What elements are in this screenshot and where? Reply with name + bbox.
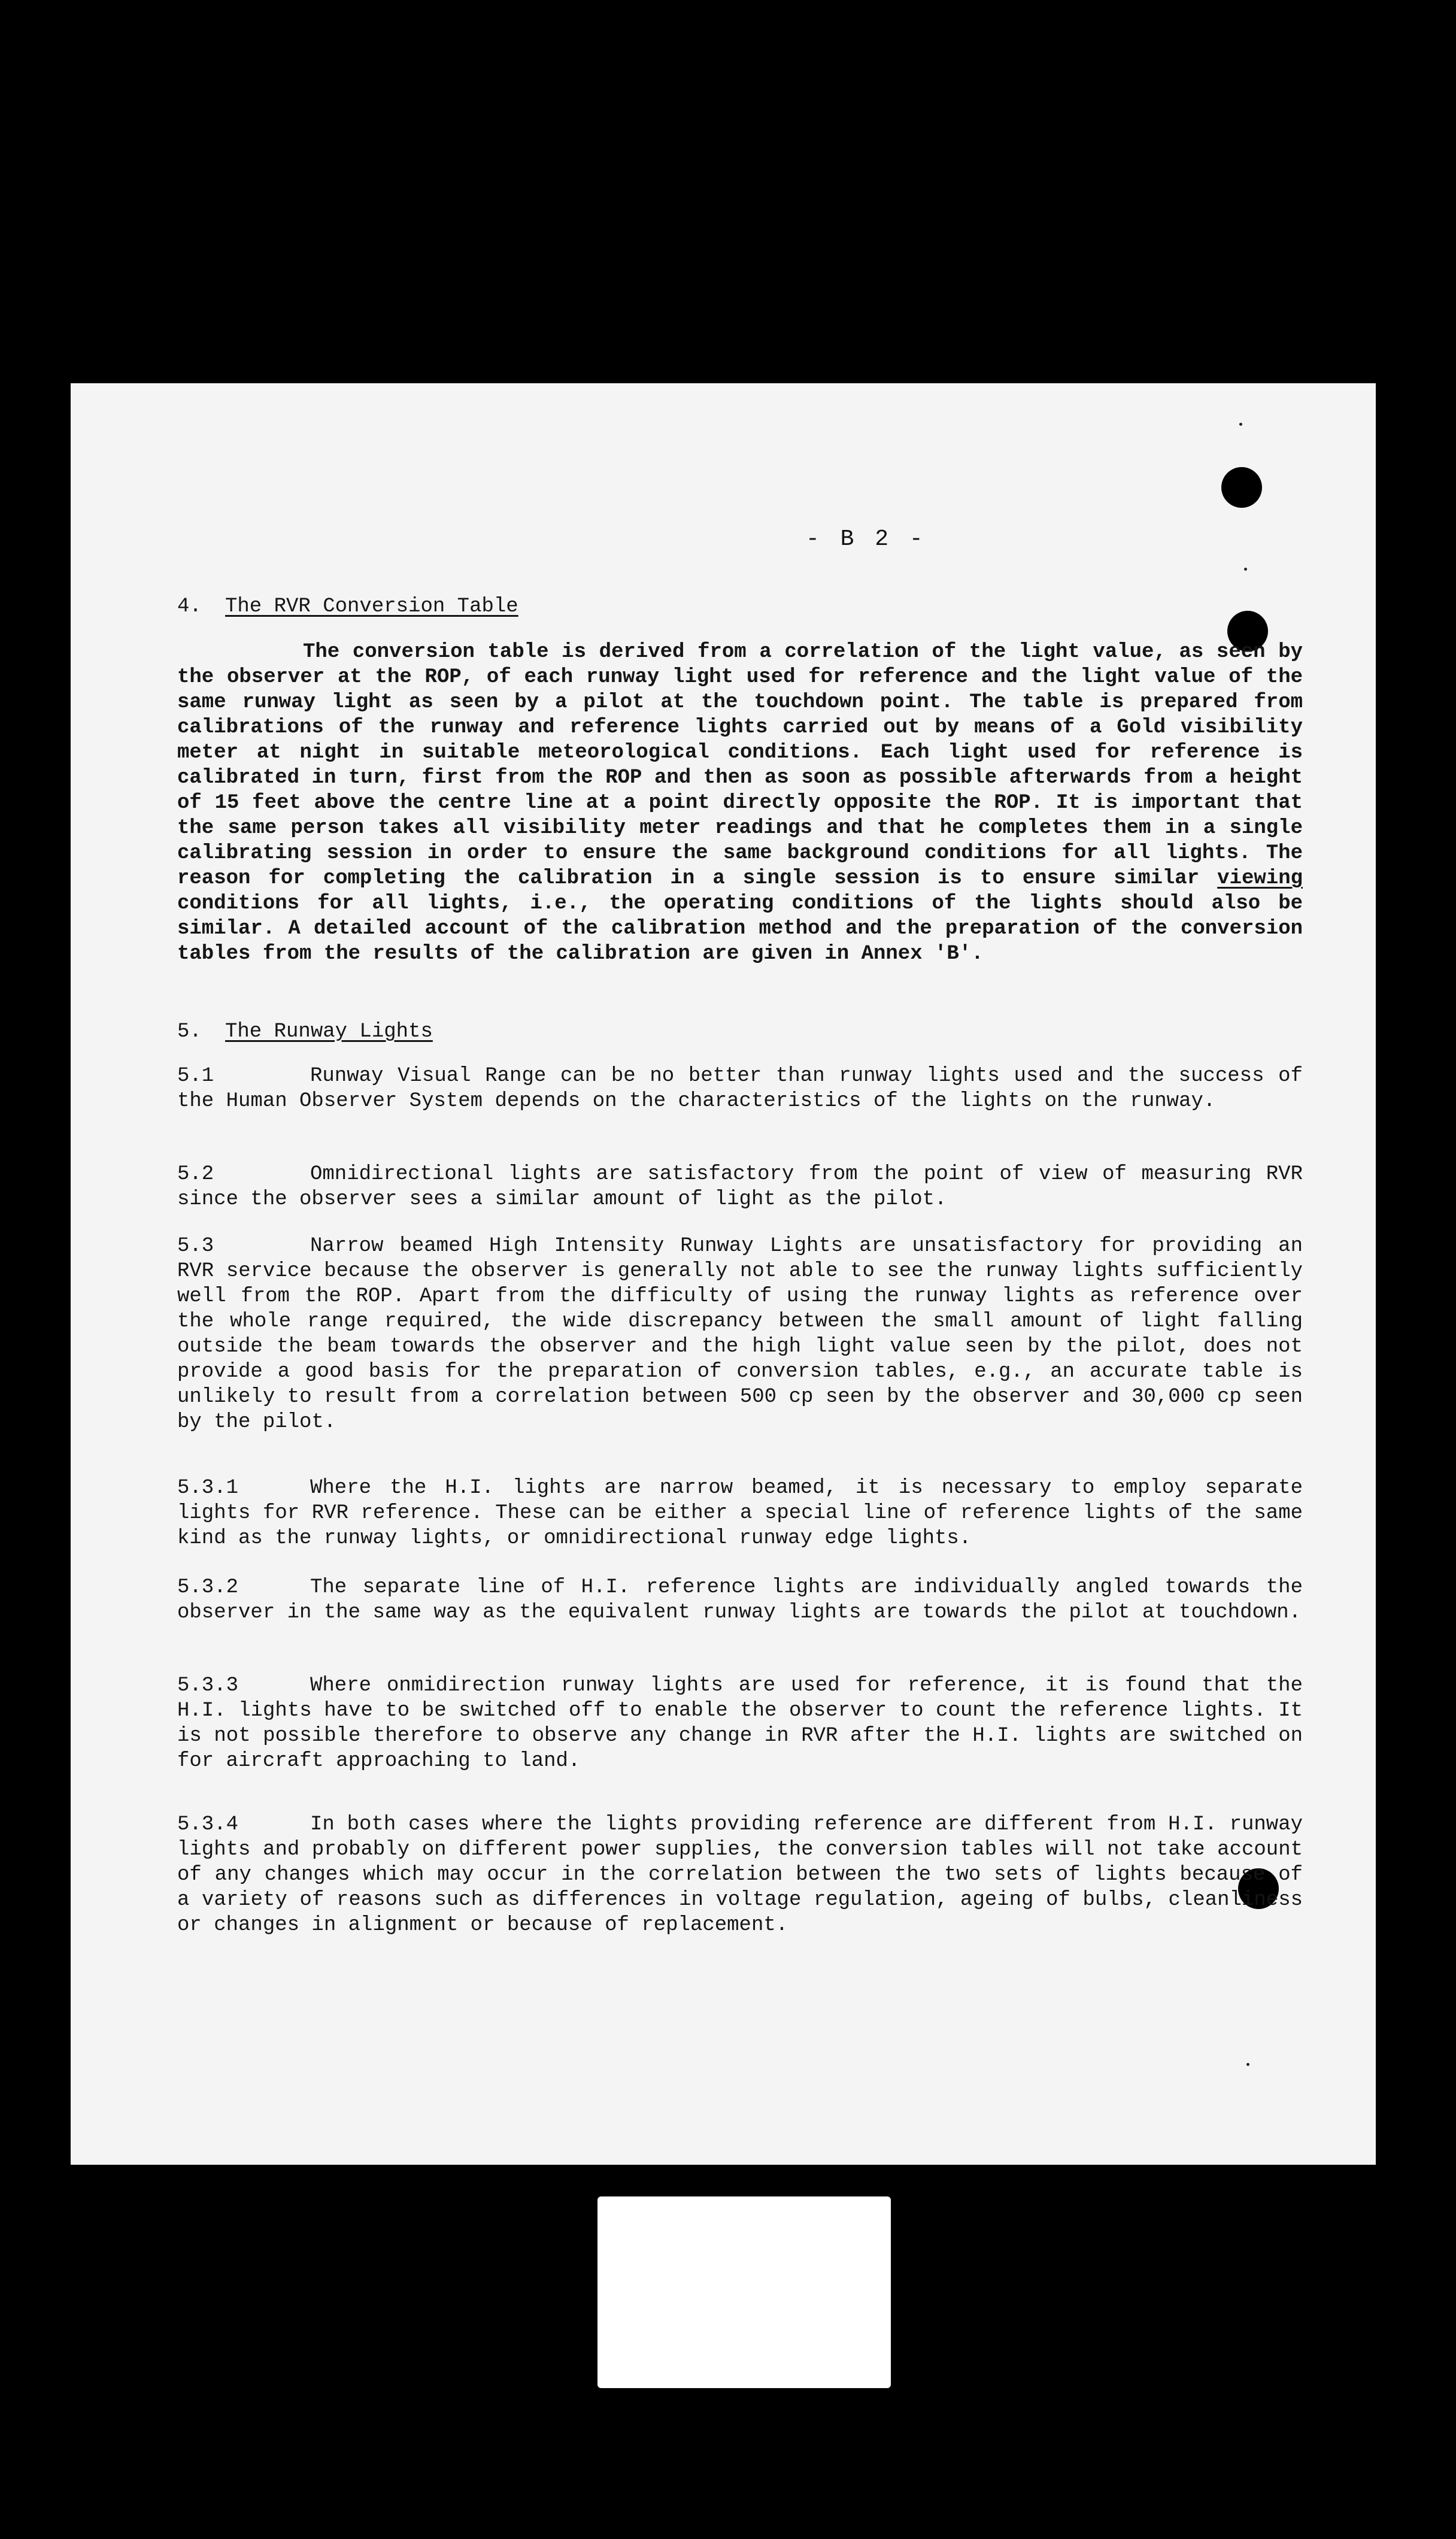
paragraph-5-3-2: [177, 1575, 1303, 1625]
speck: [1244, 568, 1247, 571]
blank-label-card: [597, 2196, 891, 2388]
paragraph-text: Where the H.I. lights are narrow beamed, it is necessary to employ separate lights for RVR reference. These can be either a special line of reference lights of the same kind as the runway lights, or omnidirectional runway edge lights.: [177, 1477, 1303, 1550]
paragraph-text: Where onmidirection runway lights are used for reference, it is found that the H.I. lights have to be switched off to enable the observer to count the reference lights. It is not possible therefore to observe any change in RVR after the H.I. lights are switched on for aircraft approaching to land.: [177, 1674, 1303, 1773]
paragraph-text: The conversion table is derived from a correlation of the light value, as seen by the observer at the ROP, of each runway light used for reference and the light value of the same runway light as seen by a pilot at the touchdown point. The table is prepared from calibrations of the runway and reference lights carried out by means of a Gold visibility meter at night in suitable meteorological conditions. Each light used for reference is calibrated in turn, first from the ROP and then as soon as possible afterwards from a height of 15 feet above the centre line at a point directly opposite the ROP. It is important that the same person takes all visibility meter readings and that he completes them in a single calibrating session in order to ensure the same background conditions for all lights. The reason for completing the calibration in a single session is to ensure similar: [177, 641, 1303, 890]
paragraph-5-2: [177, 1162, 1303, 1212]
section-number: 4.: [177, 595, 202, 618]
paragraph-text: The separate line of H.I. reference lights are individually angled towards the observer in the same way as the equivalent runway lights are towards the pilot at touchdown.: [177, 1576, 1303, 1624]
section-title: The RVR Conversion Table: [225, 595, 518, 618]
paragraph-5-3-3: [177, 1673, 1303, 1774]
paragraph-5-3-1: [177, 1475, 1303, 1551]
paragraph-number: 5.2: [177, 1163, 214, 1186]
paragraph-text: conditions for all lights, i.e., the operating conditions of the lights should also be similar. A detailed account of the calibration method and the preparation of the conversion tables from the results of the calibration are given in Annex 'B'.: [177, 892, 1303, 965]
punch-hole-top: [1221, 467, 1262, 508]
paragraph-number: 5.3.2: [177, 1576, 239, 1599]
section-title: The Runway Lights: [225, 1020, 433, 1043]
paragraph-text: Omnidirectional lights are satisfactory from the point of view of measuring RVR since the observer sees a similar amount of light as the pilot.: [177, 1163, 1303, 1211]
paragraph-number: 5.3: [177, 1235, 214, 1258]
speck: [1239, 423, 1242, 426]
paragraph-text: In both cases where the lights providing reference are different from H.I. runway lights and probably on different power supplies, the conversion tables will not take account of any changes which may occur in the correlation between the two sets of lights because of a variety of reasons such as differences in voltage regulation, ageing of bulbs, cleanliness or changes in alignment or because of replacement.: [177, 1813, 1303, 1937]
paragraph-text: Narrow beamed High Intensity Runway Lights are unsatisfactory for providing an RVR service because the observer is generally not able to see the runway lights sufficiently well from the ROP. Apart from the difficulty of using the runway lights as reference over the whole range required, the wide discrepancy between the small amount of light falling outside the beam towards the observer and the high light value seen by the pilot, does not provide a good basis for the preparation of conversion tables, e.g., an accurate table is unlikely to result from a correlation between 500 cp seen by the observer and 30,000 cp seen by the pilot.: [177, 1235, 1303, 1434]
page-number: - B 2 -: [806, 526, 927, 552]
paragraph-number: 5.1: [177, 1065, 214, 1087]
paragraph-5-3: [177, 1234, 1303, 1435]
paragraph-5-1: [177, 1064, 1303, 1114]
section-5-heading: [177, 1019, 433, 1044]
section-4-heading: [177, 594, 518, 619]
paragraph-number: 5.3.3: [177, 1674, 239, 1697]
underlined-word: viewing: [1217, 867, 1303, 890]
speck: [1246, 2063, 1249, 2066]
paragraph-number: 5.3.4: [177, 1813, 239, 1836]
section-number: 5.: [177, 1020, 202, 1043]
document-page: [71, 383, 1376, 2165]
paragraph-text: Runway Visual Range can be no better than runway lights used and the success of the Human Observer System depends on the characteristics of the lights on the runway.: [177, 1065, 1303, 1113]
section-4-paragraph: [177, 640, 1303, 966]
paragraph-5-3-4: [177, 1812, 1303, 1938]
paragraph-number: 5.3.1: [177, 1477, 239, 1499]
